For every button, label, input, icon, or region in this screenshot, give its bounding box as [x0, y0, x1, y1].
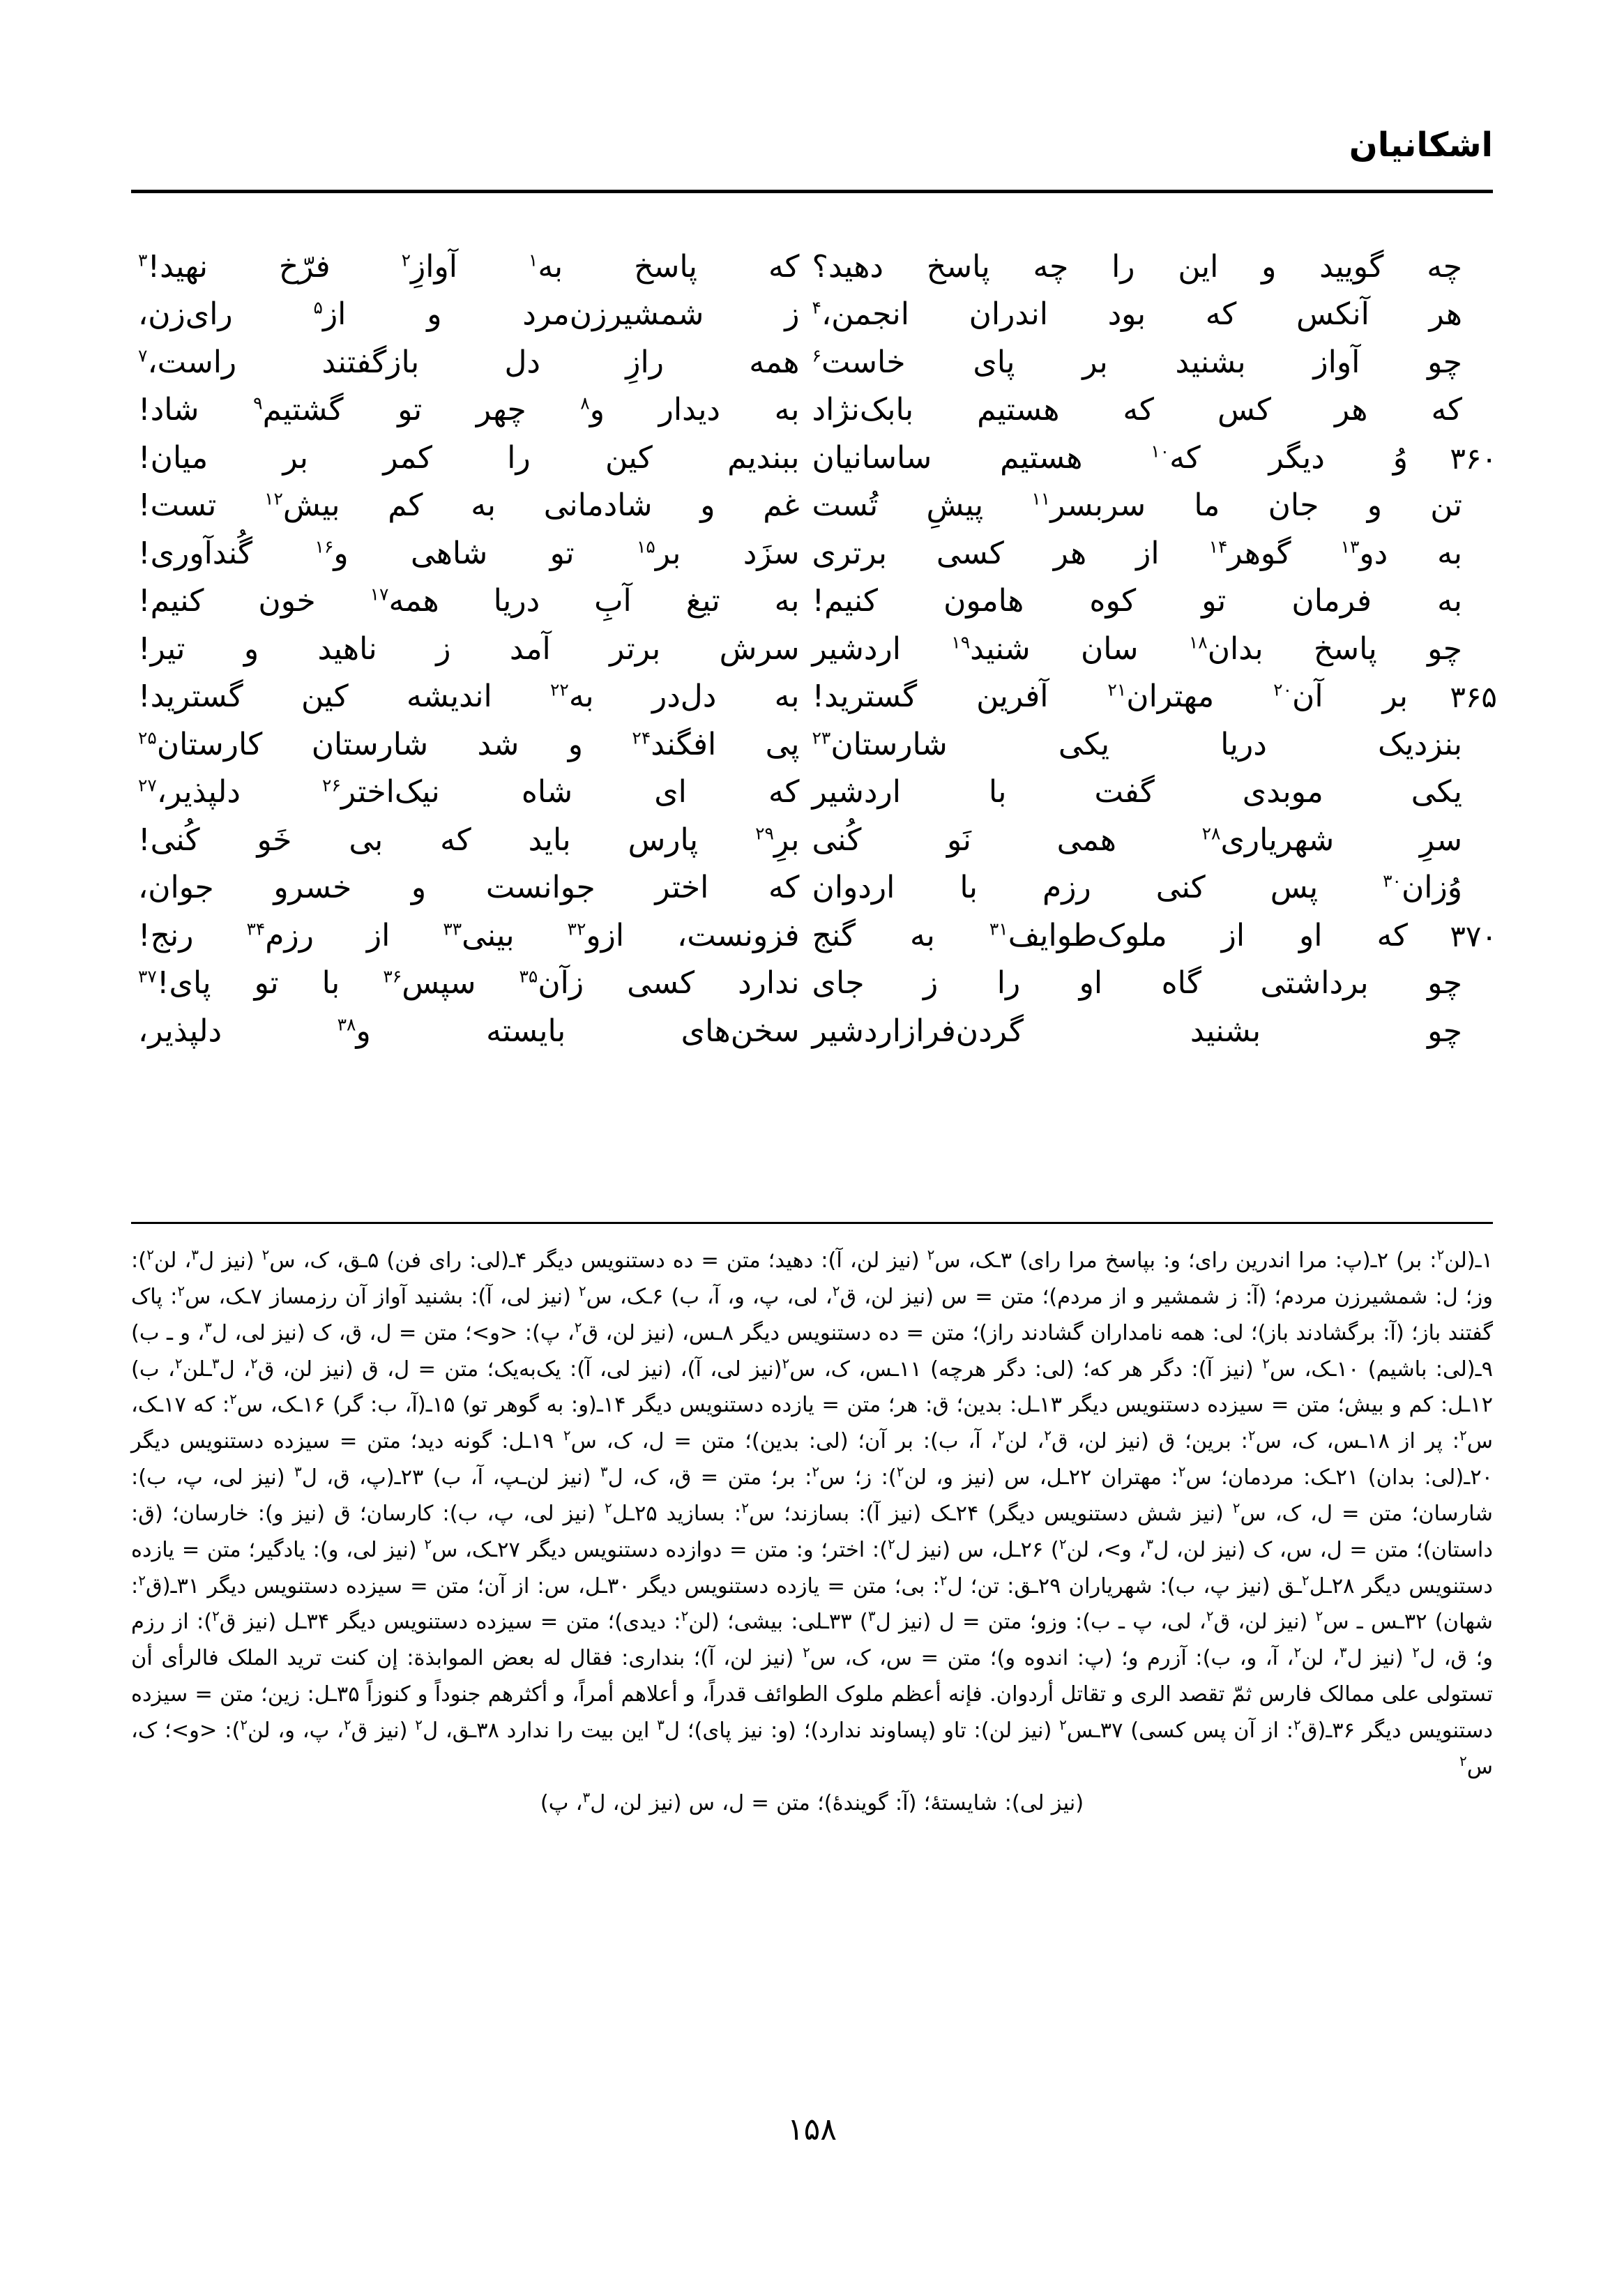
hemistich-second — [131, 819, 812, 862]
verse-couplet — [131, 914, 1497, 958]
hemistich-text: كه اختر جوانست و خسرو جوان، — [138, 870, 800, 906]
verse-couplet — [131, 245, 1493, 289]
verse-line-number: ۳۷۰ — [1450, 919, 1497, 953]
header-rule — [131, 190, 1493, 193]
verse-couplet — [131, 484, 1493, 527]
verse-line-number: ۳۶۵ — [1450, 680, 1497, 715]
verse-couplet — [131, 580, 1493, 623]
running-head-title: اشکانیان — [1349, 126, 1493, 165]
hemistich-second — [131, 914, 812, 958]
hemistich-second — [131, 388, 812, 432]
hemistich-first — [812, 819, 1494, 862]
hemistich-second — [131, 723, 812, 766]
apparatus-entries: ۱ـ(لن$^۲$: بر) ۲ـ(پ: مرا اندرين رای؛ و: بپاسخ مرا رای) ۳ـک، س$^۲$ (نيز لن، آ): دهيد؛ متن = ده دستنويس ديگر ۴ـ(لی: رای فن) ۵ـق، ک، س$^۲$ (نيز ل$^۳$، لن$^۲$): وز؛ ل: شمشيرزن مردم؛ (آ: ز شمشير و از مردم)؛ متن = س (نيز لن، ق$^۲$، لی، پ، و، آ، ب) ۶ـک، س$^۲$ (نيز لی، آ): بشنيد آواز آن رزمساز ۷ـک، س$^۲$: پاک گفتند باز؛ (آ: برگشادند باز)؛ لی: همه نامداران گشادند راز)؛ متن = ده دستنويس ديگر ۸ـس، (نيز لن، ق$^۲$، پ): <و>؛ متن = ل، ق، ک (نيز لی، ل$^۳$، و ـ ب) ۹ـ(لی: باشيم) ۱۰ـک، س$^۲$ (نيز آ): دگر هر که؛ (لی: دگر هرچه) ۱۱ـس، ک، س$^۲$(نيز لی، آ)، (نيز لی، آ): يک‌به‌يک؛ متن = ل، ق (نيز لن، ق$^۲$، ل$^۳$ـلن$^۲$، ب) ۱۲ـل: کم و بيش؛ متن = سيزده دستنويس ديگر ۱۳ـل: بدين؛ ق: هر؛ متن = يازده دستنويس ديگر ۱۴ـ(و: به گوهر تو) ۱۵ـ(آ، ب: گر) ۱۶ـک، س$^۲$: که ۱۷ـک، س$^۲$: پر از ۱۸ـس، ک، س$^۲$: برين؛ ق (نيز لن، ق$^۲$، لن$^۲$، آ، ب): بر آن؛ (لی: بدين)؛ متن = ل، ک، س$^۲$ ۱۹ـل: گونه ديد؛ متن = سيزده دستنويس ديگر ۲۰ـ(لی: بدان) ۲۱ـک: مردمان؛ س$^۲$: مهتران ۲۲ـل، س (نيز و، لن$^۲$): ز؛ س$^۲$: بر؛ متن = ق، ک، ل$^۳$ (نيز لن‌ـپ، آ، ب) ۲۳ـ(پ، ق، ل$^۳$ (نيز لی، پ، ب): شارسان؛ متن = ل، ک، س$^۲$ (نيز شش دستنويس ديگر) ۲۴ـک (نيز آ): بسازند؛ س$^۲$: بسازيد ۲۵ـل$^۲$ (نيز لی، پ، ب): کارسان؛ ق (نيز و): خارسان؛ (ق: داستان)؛ متن = ل، س، ک (نيز لن، ل$^۳$، و>، لن$^۲$) ۲۶ـل، س (نيز ل$^۲$): اختر؛ و: متن = دوازده دستنويس ديگر ۲۷ـک، س$^۲$ (نيز لی، و): يادگير؛ متن = يازده دستنويس ديگر ۲۸ـل$^۲$ـق (نيز پ، ب): شهرياران ۲۹ـق: تن؛ ل$^۲$: بی؛ متن = يازده دستنويس ديگر ۳۰ـل، س: از آن؛ متن = سيزده دستنويس ديگر ۳۱ـ(ق$^۲$: شهان) ۳۲ـس ـ س$^۲$ (نيز لن، ق$^۲$، لی، پ ـ ب): وزو؛ متن = ل (نيز ل$^۳$) ۳۳ـلی: بيشی؛ (لن$^۲$: ديدی)؛ متن = سيزده دستنويس ديگر ۳۴ـل (نيز ق$^۲$): از رزم و؛ ق، ل$^۲$ (نيز ل$^۳$، لن$^۲$، آ، و، ب): آزرم و؛ (پ: اندوه و)؛ متن = س، ک، س$^۲$ (نيز لن، آ)؛ بنداری: فقال له بعض الموابذة: إن كنت تريد الملک فالرأی أن تستولی علی ممالک فارس ثمّ تقصد الری و تقاتل أردوان. فإنه أعظم ملوک الطوائف قدراً، و أعلاهم أمراً، و أكثرهم جنوداً و كنوزاً ۳۵ـل: زين؛ متن = سيزده دستنويس ديگر ۳۶ـ(ق$^۲$: از آن پس کسی) ۳۷ـس$^۲$ (نيز لن): تاو (پساوند ندارد)؛ (و: نيز پای)؛ ل$^۳$ اين بيت را ندارد ۳۸ـق، ل$^۲$ (نيز ق$^۲$، پ، و، لن$^۲$): <و>؛ ک، س$^۲$ — [131, 1246, 1494, 1779]
hemistich-first — [812, 293, 1494, 336]
verse-couplet — [131, 388, 1493, 432]
hemistich-second — [131, 675, 812, 718]
verse-couplet — [131, 1010, 1493, 1053]
hemistich-text: برِ$^{۲۹}$ پارس بايد كه بی خَو كُنی! — [138, 822, 800, 858]
hemistich-text: وُزان$^{۳۰}$ پس كنی رزم با اردوان — [812, 870, 1462, 906]
verse-couplet — [131, 341, 1493, 384]
hemistich-second — [131, 580, 812, 623]
hemistich-text: ندارد كسی زآن$^{۳۵}$ سپس$^{۳۶}$ با تو پای!$^{۳۷}$ — [138, 965, 800, 1002]
hemistich-text: سزَد بر$^{۱۵}$ تو شاهی و$^{۱۶}$ گُندآوری! — [138, 535, 800, 571]
verse-couplet — [131, 293, 1493, 336]
hemistich-second — [131, 628, 812, 671]
hemistich-first — [812, 675, 1497, 718]
hemistich-first — [812, 628, 1494, 671]
hemistich-first — [812, 1010, 1494, 1053]
hemistich-second — [131, 866, 812, 909]
hemistich-second — [131, 771, 812, 814]
hemistich-text: بنزديک دريا يكی شارستان$^{۲۳}$ — [812, 726, 1462, 762]
hemistich-first — [812, 771, 1494, 814]
hemistich-text: كه او از ملوک‌طوايف$^{۳۱}$ به گنج — [812, 917, 1408, 953]
hemistich-text: پی افگند$^{۲۴}$ و شد شارستان كارستان$^{۲۵}$ — [138, 726, 800, 762]
hemistich-second — [131, 962, 812, 1005]
hemistich-text: ببنديم كين را كمر بر ميان! — [138, 439, 800, 476]
hemistich-text: چو پاسخ بدان$^{۱۸}$ سان شنيد$^{۱۹}$ اردشير — [812, 630, 1462, 667]
hemistich-first — [812, 245, 1494, 289]
hemistich-text: چو آواز بشنيد بر پای خاست$^۶$ — [812, 344, 1462, 380]
verse-couplet — [131, 962, 1493, 1005]
hemistich-text: چه گوييد و اين را چه پاسخ دهيد؟ — [812, 249, 1462, 285]
hemistich-second — [131, 532, 812, 575]
apparatus-last-line: (نيز لی): شايستهٔ؛ (آ: گويندهٔ)؛ متن = ل، س (نيز لن، ل$^۳$، پ) — [540, 1788, 1084, 1815]
verse-couplet — [131, 675, 1497, 718]
hemistich-second — [131, 341, 812, 384]
hemistich-text: غم و شادمانی به كم بيش$^{۱۲}$ تست! — [138, 488, 800, 524]
hemistich-first — [812, 388, 1494, 432]
hemistich-first — [812, 962, 1494, 1005]
verse-couplet — [131, 723, 1493, 766]
hemistich-text: همه رازِ دل بازگفتند راست،$^۷$ — [138, 344, 800, 380]
hemistich-first — [812, 914, 1497, 958]
hemistich-text: چو برداشتی گاه او را ز جای — [812, 965, 1462, 1002]
verse-couplet — [131, 437, 1497, 480]
hemistich-first — [812, 723, 1494, 766]
hemistich-second — [131, 293, 812, 336]
running-head — [131, 127, 1493, 164]
hemistich-text: سخن‌های بايسته و$^{۳۸}$ دلپذير، — [138, 1013, 800, 1049]
hemistich-text: بر آن$^{۲۰}$ مهتران$^{۲۱}$ آفرين گستريد! — [812, 679, 1408, 715]
hemistich-text: كه ای شاه نيک‌اختر$^{۲۶}$ دلپذير،$^{۲۷}$ — [138, 774, 800, 810]
hemistich-text: ز شمشيرزن‌مرد و از$^۵$ رای‌زن، — [138, 296, 800, 333]
verse-couplet — [131, 628, 1493, 671]
hemistich-second — [131, 437, 812, 480]
hemistich-second — [131, 1010, 812, 1053]
hemistich-text: تن و جان ما سربسر$^{۱۱}$ پيشِ تُست — [812, 488, 1462, 524]
hemistich-first — [812, 580, 1494, 623]
apparatus-rule — [131, 1222, 1493, 1224]
hemistich-text: يكی موبدی گفت با اردشير — [812, 774, 1462, 810]
hemistich-first — [812, 341, 1494, 384]
hemistich-text: كه هر كس كه هستيم بابک‌نژاد — [812, 392, 1462, 428]
hemistich-text: وُ ديگر كه$^{۱۰}$ هستيم ساسانيان — [812, 439, 1408, 476]
page-number: ۱۵۸ — [787, 2112, 837, 2147]
hemistich-first — [812, 532, 1494, 575]
hemistich-second — [131, 484, 812, 527]
hemistich-text: به دل‌در به$^{۲۲}$ انديشه كين گستريد! — [138, 679, 800, 715]
hemistich-text: به فرمان تو كوه هامون كنيم! — [812, 583, 1462, 619]
hemistich-text: به ديدار و$^۸$ چهر تو گشتيم$^۹$ شاد! — [138, 392, 800, 428]
verse-couplet — [131, 532, 1493, 575]
hemistich-text: سرِ شهرياری$^{۲۸}$ همی نَو كُنی — [812, 822, 1462, 858]
hemistich-text: سرش برتر آمد ز ناهيد و تير! — [138, 630, 800, 667]
verse-couplet — [131, 771, 1493, 814]
hemistich-text: به تيغ آبِ دريا همه$^{۱۷}$ خون كنيم! — [138, 583, 800, 619]
hemistich-text: هر آنكس كه بود اندران انجمن،$^۴$ — [812, 296, 1462, 333]
verse-couplet — [131, 819, 1493, 862]
hemistich-first — [812, 484, 1494, 527]
verse-line-number: ۳۶۰ — [1450, 441, 1497, 476]
verse-couplet — [131, 866, 1493, 909]
hemistich-text: چو بشنيد گردن‌فرازاردشير — [812, 1013, 1462, 1049]
hemistich-text: به دو$^{۱۳}$ گوهر$^{۱۴}$ از هر كسی برتری — [812, 535, 1462, 571]
critical-apparatus — [131, 1243, 1493, 1822]
hemistich-text: كه پاسخ به$^۱$ آوازِ$^۲$ فرّخ نهيد!$^۳$ — [138, 249, 800, 285]
hemistich-text: فزونست، ازو$^{۳۲}$ بينی$^{۳۳}$ از رزم$^{۳۴}$ رنج! — [138, 917, 800, 953]
hemistich-first — [812, 866, 1494, 909]
hemistich-first — [812, 437, 1497, 480]
hemistich-second — [131, 245, 812, 289]
verse-block — [131, 245, 1497, 1057]
